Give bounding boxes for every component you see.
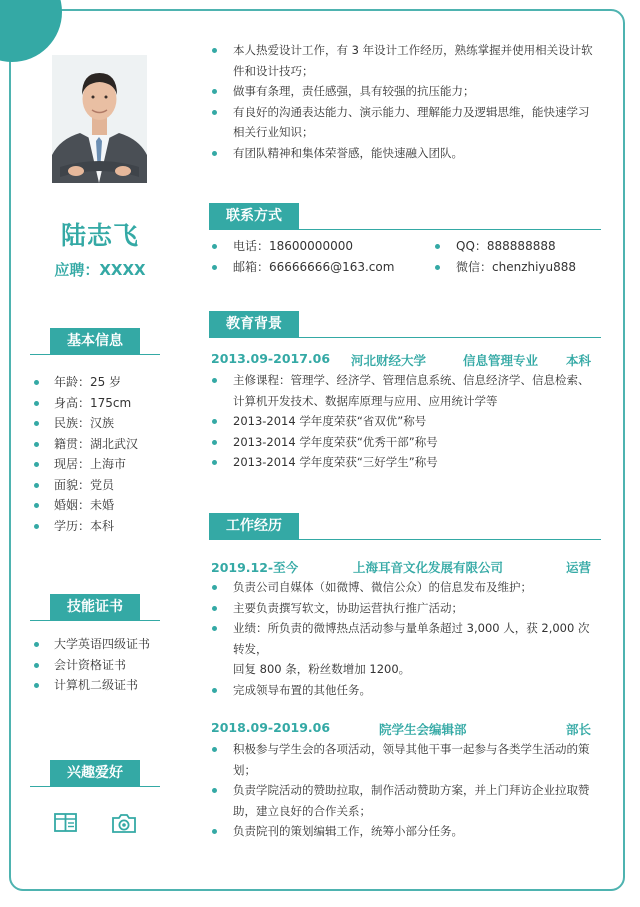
person-name: 陆志飞 bbox=[60, 221, 139, 250]
job-company: 院学生会编辑部 bbox=[379, 722, 467, 737]
job-role: 部长 bbox=[566, 722, 592, 737]
profile-photo bbox=[52, 55, 147, 183]
list-item: 主修课程：管理学、经济学、管理信息系统、信息经济学、信息检索、计算机开发技术、数据库原理与应用、应用统计学等 bbox=[212, 370, 598, 411]
list-item: 业绩：所负责的微博热点活动参与量单条超过 3,000 人，获 2,000 次转发， bbox=[212, 618, 598, 659]
list-item: 做事有条理，责任感强，具有较强的抗压能力； bbox=[212, 81, 600, 102]
basic-info-header bbox=[30, 328, 160, 354]
education-period: 2013.09-2017.06 bbox=[211, 351, 331, 366]
list-item: 负责学院活动的赞助拉取，制作活动赞助方案，并上门拜访企业拉取赞助，建立良好的合作关系； bbox=[212, 780, 602, 821]
job-company: 上海耳音文化发展有限公司 bbox=[353, 560, 504, 575]
list-item: 积极参与学生会的各项活动，领导其他干事一起参与各类学生活动的策划； bbox=[212, 739, 602, 780]
job-duties-list bbox=[212, 739, 602, 842]
education-major: 信息管理专业 bbox=[463, 353, 539, 368]
list-item: 有团队精神和集体荣誉感，能快速融入团队。 bbox=[212, 143, 600, 164]
job-role: 运营 bbox=[566, 560, 592, 575]
divider bbox=[30, 620, 160, 621]
list-item: 本人热爱设计工作，有 3 年设计工作经历，熟练掌握并使用相关设计软件和设计技巧； bbox=[212, 40, 600, 81]
list-item: 有良好的沟通表达能力、演示能力、理解能力及逻辑思维，能快速学习相关行业知识； bbox=[212, 102, 600, 143]
job-summary bbox=[211, 558, 603, 576]
list-item: 完成领导布置的其他任务。 bbox=[212, 680, 598, 701]
list-item: 会计资格证书 bbox=[34, 655, 150, 676]
intro-list bbox=[212, 40, 600, 163]
job-summary bbox=[211, 720, 603, 738]
skills-list bbox=[34, 634, 150, 696]
divider bbox=[30, 786, 160, 787]
education-school: 河北财经大学 bbox=[351, 353, 427, 368]
list-item: 现居：上海市 bbox=[34, 454, 138, 475]
qq: QQ：888888888 bbox=[435, 238, 556, 254]
email: 邮箱：66666666@163.com bbox=[212, 259, 394, 275]
contact-header bbox=[209, 203, 601, 229]
skills-title: 技能证书 bbox=[50, 594, 140, 620]
contact-title: 联系方式 bbox=[209, 203, 299, 229]
list-item: 负责院刊的策划编辑工作，统筹小部分任务。 bbox=[212, 821, 602, 842]
list-item: 学历：本科 bbox=[34, 516, 138, 537]
list-item: 身高：175cm bbox=[34, 393, 138, 414]
phone: 电话：18600000000 bbox=[212, 238, 353, 254]
education-header bbox=[209, 311, 601, 337]
work-title: 工作经历 bbox=[209, 513, 299, 539]
list-item: 负责公司自媒体（如微博、微信公众）的信息发布及维护； bbox=[212, 577, 598, 598]
education-title: 教育背景 bbox=[209, 311, 299, 337]
hobbies-header bbox=[30, 760, 160, 786]
divider bbox=[209, 337, 601, 338]
job-period: 2018.09-2019.06 bbox=[211, 720, 331, 735]
list-item: 2013-2014 学年度荣获“省双优”称号 bbox=[212, 411, 598, 432]
job-duties-list bbox=[212, 577, 598, 700]
list-item: 回复 800 条，粉丝数增加 1200。 bbox=[233, 662, 411, 676]
list-item: 2013-2014 学年度荣获“三好学生”称号 bbox=[212, 452, 598, 473]
divider bbox=[209, 229, 601, 230]
book-icon bbox=[53, 811, 79, 835]
list-item: 主要负责撰写软文，协助运营执行推广活动； bbox=[212, 598, 598, 619]
list-item: 计算机二级证书 bbox=[34, 675, 150, 696]
education-degree: 本科 bbox=[566, 353, 592, 368]
list-item: 2013-2014 学年度荣获“优秀干部”称号 bbox=[212, 432, 598, 453]
work-header bbox=[209, 513, 601, 539]
list-item: 婚姻：未婚 bbox=[34, 495, 138, 516]
list-item: 面貌：党员 bbox=[34, 475, 138, 496]
list-item: 民族：汉族 bbox=[34, 413, 138, 434]
basic-info-title: 基本信息 bbox=[50, 328, 140, 354]
applied-position: 应聘：XXXX bbox=[54, 261, 146, 279]
education-summary bbox=[211, 351, 603, 369]
divider bbox=[30, 354, 160, 355]
education-list bbox=[212, 370, 598, 473]
wechat: 微信：chenzhiyu888 bbox=[435, 259, 576, 275]
camera-icon bbox=[111, 811, 137, 835]
list-item: 大学英语四级证书 bbox=[34, 634, 150, 655]
basic-info-list bbox=[34, 372, 138, 536]
skills-header bbox=[30, 594, 160, 620]
list-item: 籍贯：湖北武汉 bbox=[34, 434, 138, 455]
list-item: 年龄：25 岁 bbox=[34, 372, 138, 393]
hobbies-title: 兴趣爱好 bbox=[50, 760, 140, 786]
divider bbox=[209, 539, 601, 540]
job-period: 2019.12-至今 bbox=[211, 560, 299, 575]
